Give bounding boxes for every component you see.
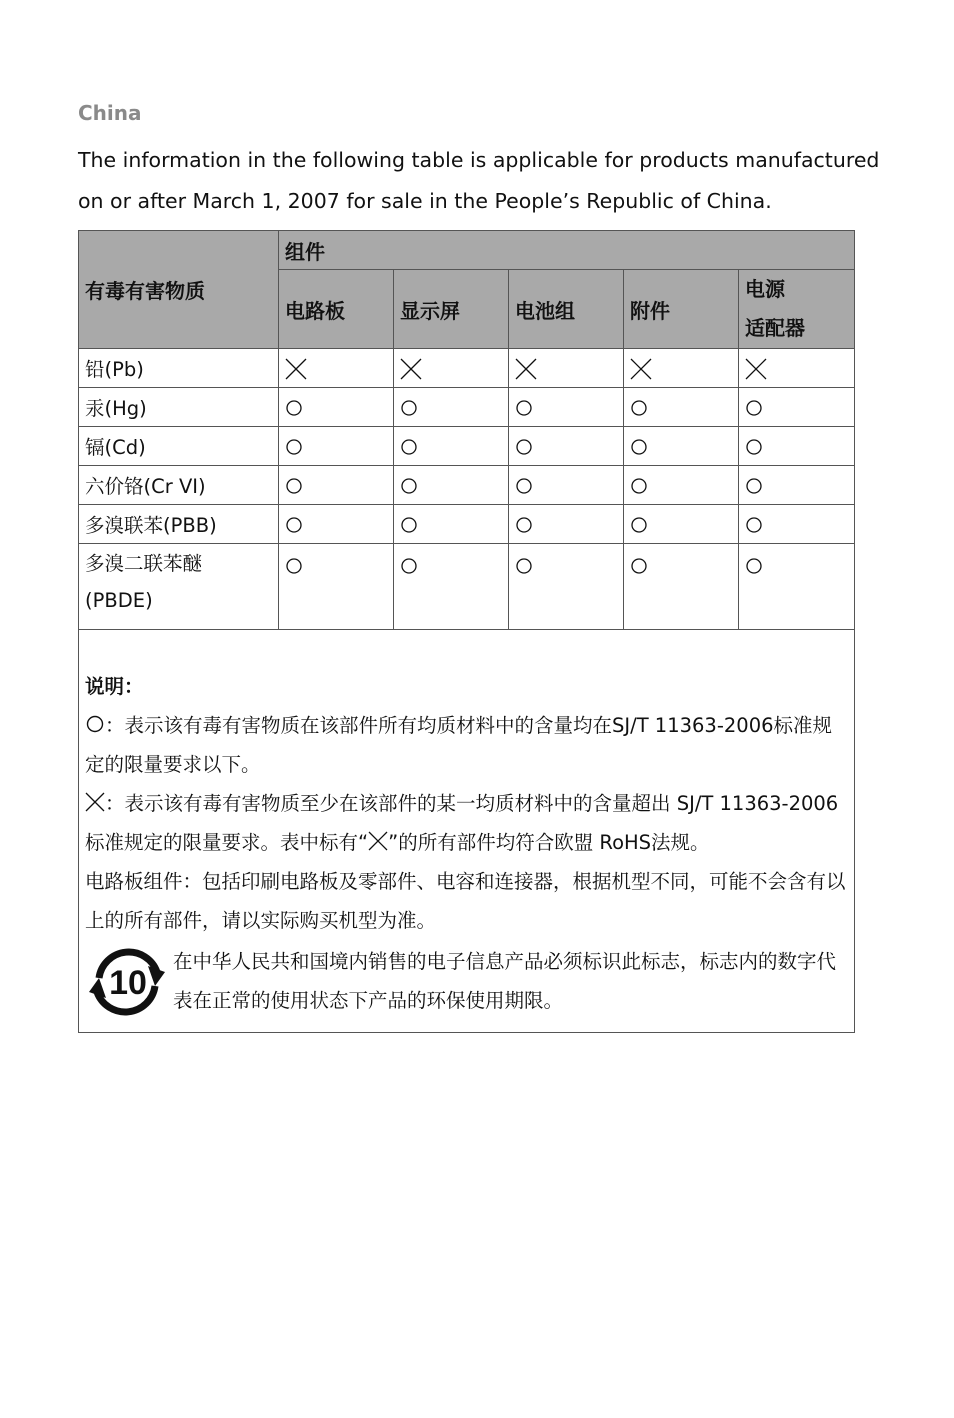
exceeds-limit-cell bbox=[279, 349, 394, 388]
within-limit-cell bbox=[279, 466, 394, 505]
circle-icon bbox=[515, 436, 537, 458]
notes-title: 说明： bbox=[85, 675, 144, 698]
circle-icon bbox=[285, 397, 307, 419]
substance-name: 铅(Pb) bbox=[79, 349, 279, 388]
exceeds-limit-cell bbox=[739, 349, 855, 388]
cross-icon bbox=[515, 358, 537, 380]
efup-years: 10 bbox=[109, 964, 147, 1002]
within-limit-cell bbox=[624, 427, 739, 466]
circle-icon bbox=[400, 514, 422, 536]
efup-text: 在中华人民共和国境内销售的电子信息产品必须标识此标志，标志内的数字代表在正常的使用状态下产品的环保使用期限。 bbox=[173, 950, 837, 1012]
within-limit-cell bbox=[279, 544, 394, 630]
circle-icon bbox=[745, 514, 767, 536]
circle-icon bbox=[515, 475, 537, 497]
column-header: 电池组 bbox=[509, 270, 624, 349]
column-header: 显示屏 bbox=[394, 270, 509, 349]
o-note-text: ：表示该有毒有害物质在该部件所有均质材料中的含量均在SJ/T 11363-2006标准规定的限量要求以下。 bbox=[85, 714, 833, 776]
circle-icon bbox=[285, 475, 307, 497]
table-row bbox=[79, 544, 855, 630]
within-limit-cell bbox=[279, 388, 394, 427]
circle-icon bbox=[285, 555, 307, 577]
within-limit-cell bbox=[624, 388, 739, 427]
circle-icon bbox=[630, 514, 652, 536]
within-limit-cell bbox=[739, 388, 855, 427]
intro-paragraph: The information in the following table is applicable for products manufactured on or after March 1, 2007 for sale in the People’s Republic of China. bbox=[78, 148, 880, 213]
circle-icon bbox=[285, 514, 307, 536]
exceeds-limit-cell bbox=[509, 349, 624, 388]
circle-icon bbox=[745, 555, 767, 577]
circle-icon bbox=[630, 397, 652, 419]
circle-icon bbox=[400, 397, 422, 419]
x-note bbox=[85, 784, 846, 862]
substance-name: 多溴联苯(PBB) bbox=[79, 505, 279, 544]
within-limit-cell bbox=[624, 544, 739, 630]
efup-block bbox=[85, 942, 846, 1022]
exceeds-limit-cell bbox=[394, 349, 509, 388]
circle-icon bbox=[515, 514, 537, 536]
column-header bbox=[739, 270, 855, 349]
cross-icon bbox=[85, 792, 105, 812]
circle-icon bbox=[745, 397, 767, 419]
within-limit-cell bbox=[739, 505, 855, 544]
circle-icon bbox=[400, 555, 422, 577]
within-limit-cell bbox=[394, 388, 509, 427]
x-note-text: ”的所有部件均符合欧盟 RoHS法规。 bbox=[388, 831, 710, 854]
substance-name-line: 多溴二联苯醚 bbox=[85, 552, 203, 575]
within-limit-cell bbox=[394, 466, 509, 505]
notes-cell bbox=[79, 630, 855, 1033]
circle-icon bbox=[85, 714, 105, 734]
within-limit-cell bbox=[279, 505, 394, 544]
substance-name-line: (PBDE) bbox=[85, 589, 153, 612]
within-limit-cell bbox=[739, 427, 855, 466]
within-limit-cell bbox=[509, 466, 624, 505]
within-limit-cell bbox=[509, 505, 624, 544]
cross-icon bbox=[745, 358, 767, 380]
circle-icon bbox=[745, 475, 767, 497]
circle-icon bbox=[400, 436, 422, 458]
hazardous-substances-table bbox=[78, 230, 855, 1033]
within-limit-cell bbox=[739, 544, 855, 630]
within-limit-cell bbox=[279, 427, 394, 466]
substance-name: 镉(Cd) bbox=[79, 427, 279, 466]
table-row bbox=[79, 388, 855, 427]
circle-icon bbox=[630, 555, 652, 577]
column-header-line: 适配器 bbox=[745, 316, 805, 340]
cross-icon bbox=[400, 358, 422, 380]
within-limit-cell bbox=[739, 466, 855, 505]
x-note-text: ：表示该有毒有害物质至少在该部件的某一均质材料中的含量超出 SJ/T 11363-2006 标准规定的限量要求。表中标有“ bbox=[85, 792, 839, 854]
circle-icon bbox=[745, 436, 767, 458]
column-header: 电路板 bbox=[279, 270, 394, 349]
substance-name: 汞(Hg) bbox=[79, 388, 279, 427]
within-limit-cell bbox=[624, 505, 739, 544]
o-note bbox=[85, 706, 846, 784]
column-header: 附件 bbox=[624, 270, 739, 349]
circle-icon bbox=[515, 555, 537, 577]
circle-icon bbox=[400, 475, 422, 497]
circle-icon bbox=[630, 436, 652, 458]
substance-name bbox=[79, 544, 279, 630]
table-row bbox=[79, 505, 855, 544]
component-group-header: 组件 bbox=[279, 231, 855, 270]
circle-icon bbox=[285, 436, 307, 458]
within-limit-cell bbox=[394, 544, 509, 630]
section-heading: China bbox=[78, 101, 142, 125]
exceeds-limit-cell bbox=[624, 349, 739, 388]
table-row bbox=[79, 349, 855, 388]
table-row bbox=[79, 466, 855, 505]
within-limit-cell bbox=[394, 427, 509, 466]
environment-protection-use-period-icon bbox=[85, 942, 169, 1022]
substance-name: 六价铬(Cr VI) bbox=[79, 466, 279, 505]
within-limit-cell bbox=[394, 505, 509, 544]
within-limit-cell bbox=[509, 544, 624, 630]
column-header-line: 电源 bbox=[745, 277, 785, 301]
substance-header: 有毒有害物质 bbox=[79, 231, 279, 349]
board-note: 电路板组件：包括印刷电路板及零部件、电容和连接器，根据机型不同，可能不会含有以上的所有部件，请以实际购买机型为准。 bbox=[85, 870, 846, 932]
cross-icon bbox=[285, 358, 307, 380]
table-row bbox=[79, 427, 855, 466]
cross-icon bbox=[630, 358, 652, 380]
circle-icon bbox=[630, 475, 652, 497]
within-limit-cell bbox=[624, 466, 739, 505]
circle-icon bbox=[515, 397, 537, 419]
within-limit-cell bbox=[509, 427, 624, 466]
cross-icon bbox=[368, 831, 388, 851]
within-limit-cell bbox=[509, 388, 624, 427]
